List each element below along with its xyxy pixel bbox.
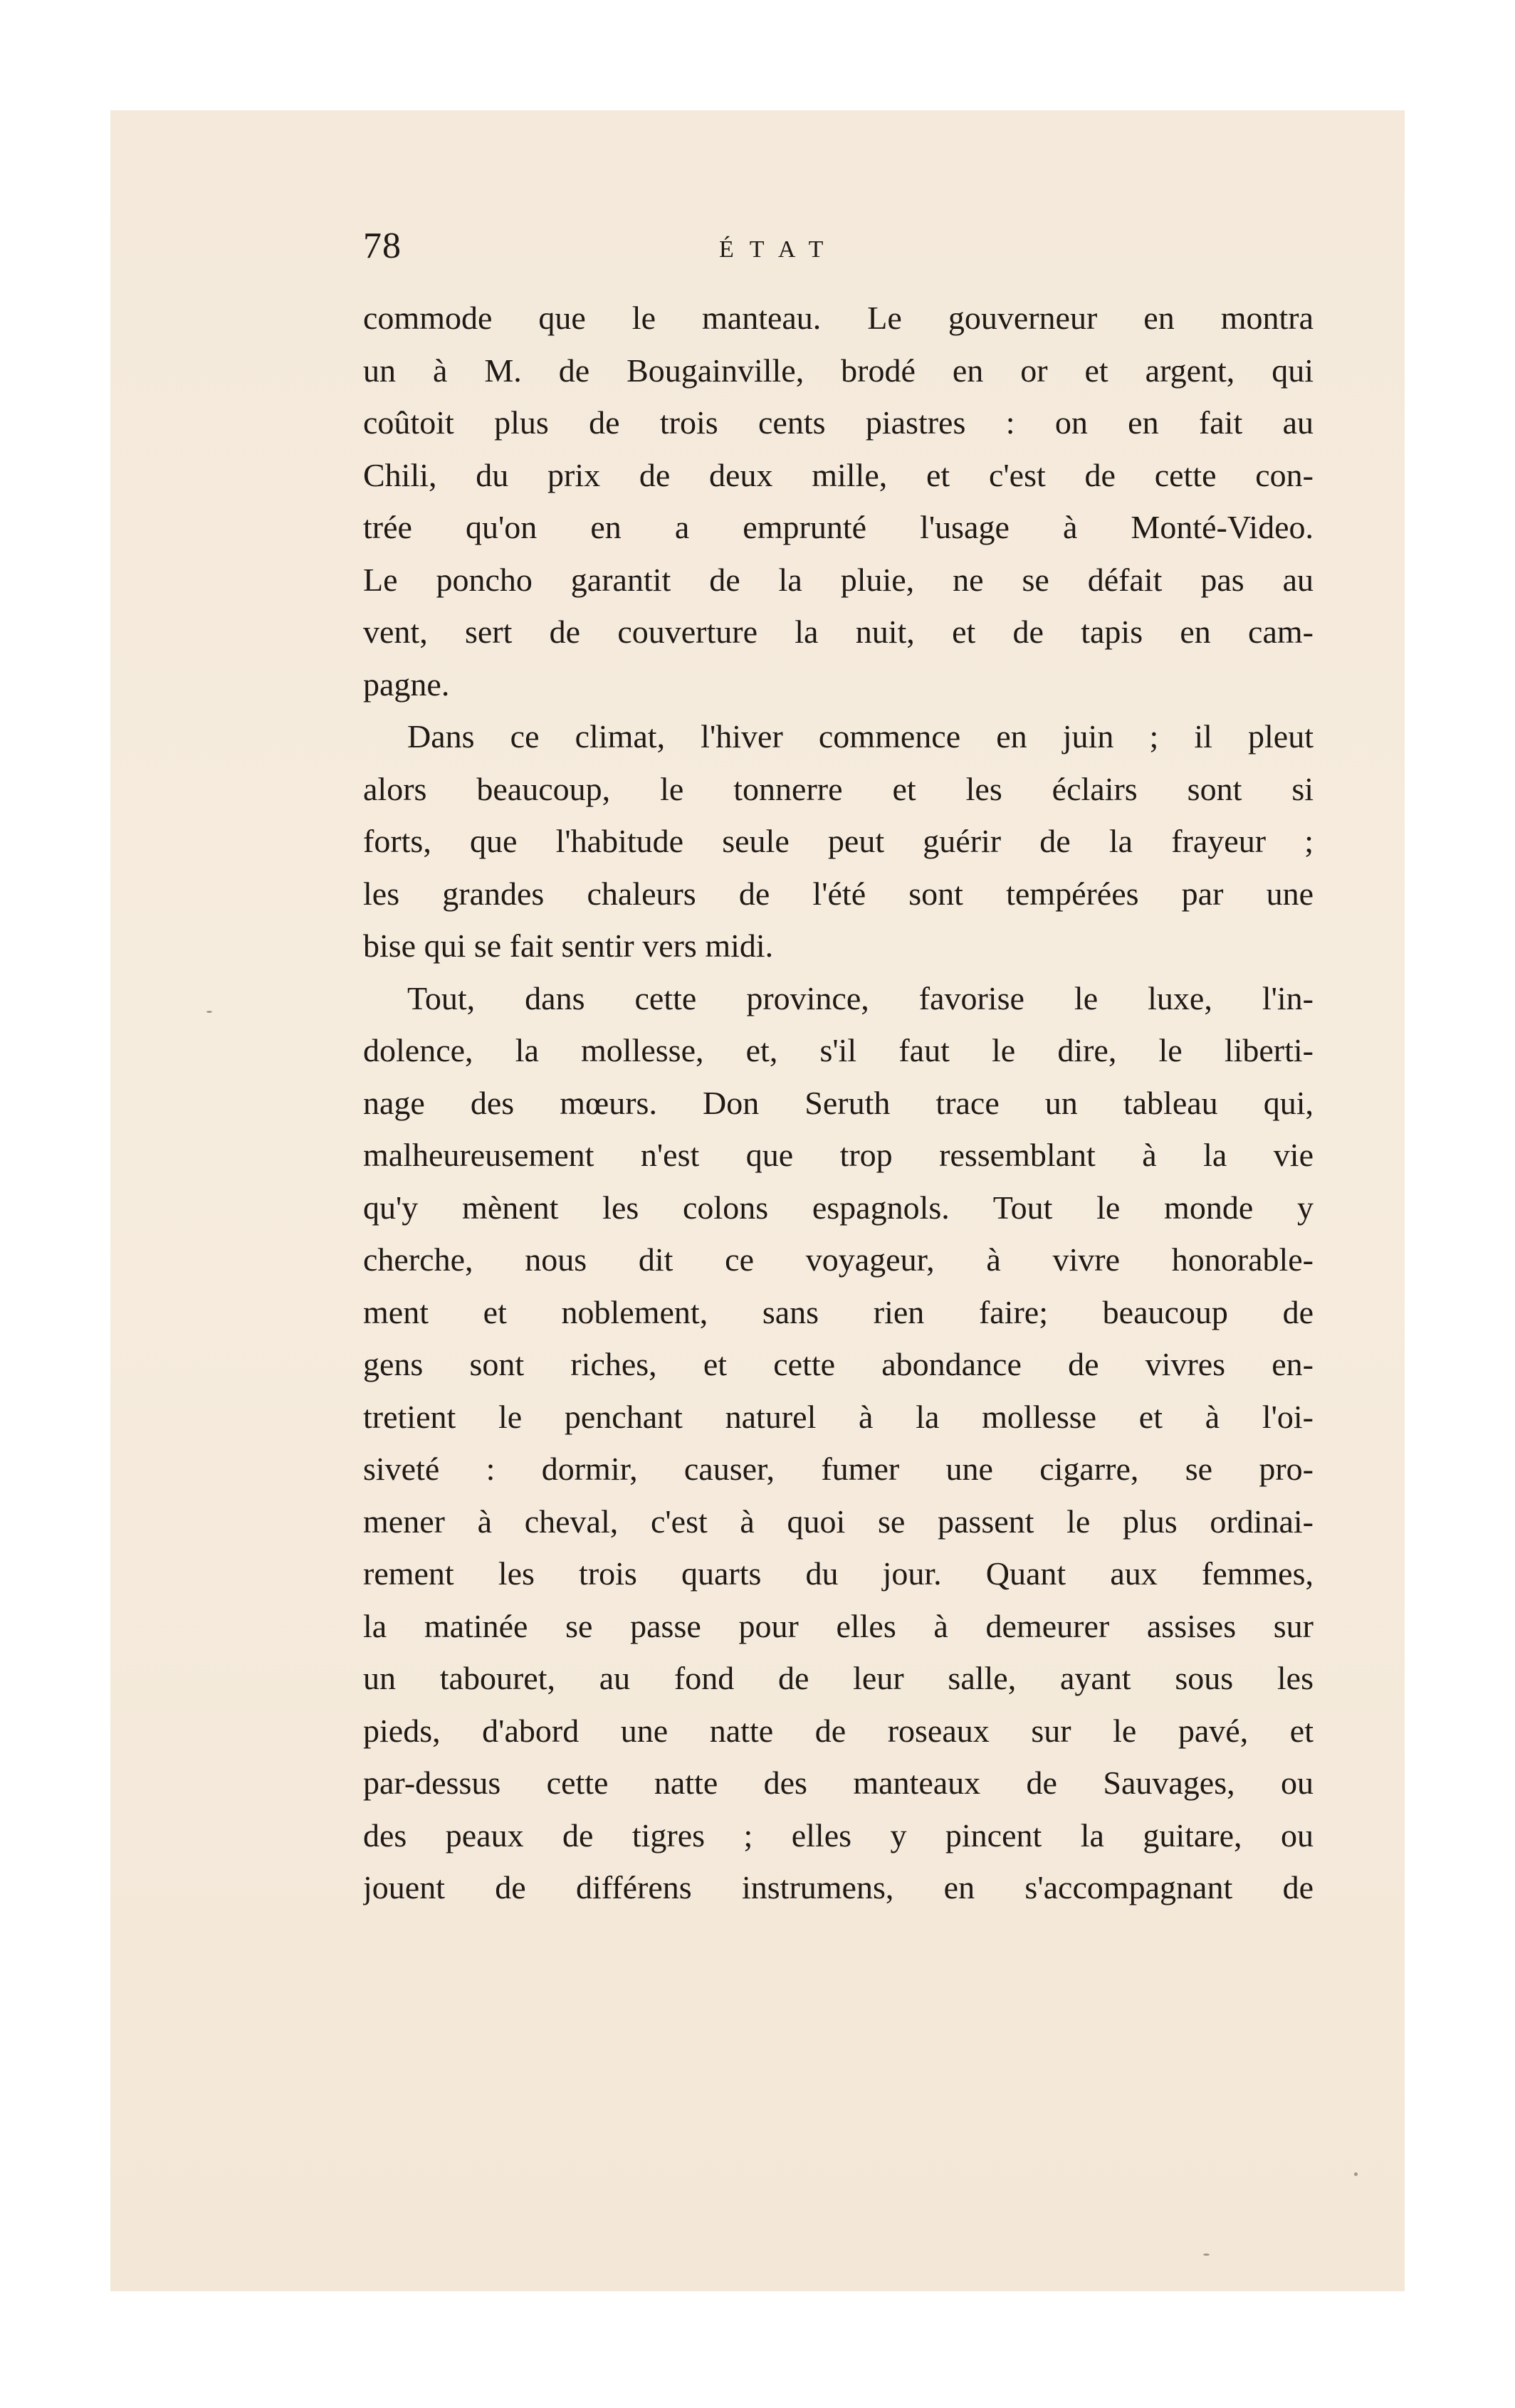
text-line: vent, sert de couverture la nuit, et de tapis en cam- [363,614,1314,650]
running-head: ÉTAT [719,236,839,263]
text-line: mener à cheval, c'est à quoi se passent le plus ordinai- [363,1503,1314,1540]
text-line: un tabouret, au fond de leur salle, ayant sous les [363,1660,1314,1696]
text-line: pagne. [363,666,450,703]
text-line: les grandes chaleurs de l'été sont tempérées par une [363,875,1314,912]
text-line: forts, que l'habitude seule peut guérir de la frayeur ; [363,823,1314,859]
text-line: pieds, d'abord une natte de roseaux sur le pavé, et [363,1712,1314,1749]
text-line: Chili, du prix de deux mille, et c'est de cette con- [363,456,1314,493]
text-line: rement les trois quarts du jour. Quant aux femmes, [363,1555,1314,1592]
text-line: gens sont riches, et cette abondance de vivres en- [363,1346,1314,1382]
text-line: cherche, nous dit ce voyageur, à vivre honorable- [363,1241,1314,1278]
text-line: dolence, la mollesse, et, s'il faut le dire, le liberti- [363,1032,1314,1068]
text-line: Le poncho garantit de la pluie, ne se défait pas au [363,561,1314,598]
text-line: ment et noblement, sans rien faire; beaucoup de [363,1293,1314,1330]
paragraph [363,972,1314,1914]
text-line: Tout, dans cette province, favorise le luxe, l'in- [407,979,1314,1016]
text-line: alors beaucoup, le tonnerre et les éclairs sont si [363,770,1314,807]
page-number: 78 [363,226,402,266]
text-line: nage des mœurs. Don Seruth trace un tableau qui, [363,1084,1314,1121]
paper-fleck [1203,2254,1210,2256]
text-line: des peaux de tigres ; elles y pincent la guitare, ou [363,1816,1314,1854]
text-line: qu'y mènent les colons espagnols. Tout le monde y [363,1189,1314,1226]
page-header [363,228,1314,292]
text-line: par-dessus cette natte des manteaux de Sauvages, ou [363,1765,1314,1801]
page-text [363,228,1314,1914]
text-line: coûtoit plus de trois cents piastres : on en fait au [363,404,1314,441]
text-line: un à M. de Bougainville, brodé en or et argent, qui [363,352,1314,389]
text-line: siveté : dormir, causer, fumer une cigarre, se pro- [363,1451,1314,1487]
paper-fleck [206,1011,212,1013]
text-line: malheureusement n'est que trop ressemblant à la vie [363,1137,1314,1173]
text-line: tretient le penchant naturel à la mollesse et à l'oi- [363,1398,1314,1435]
text-line: la matinée se passe pour elles à demeurer assises sur [363,1607,1314,1644]
paragraph [363,292,1314,710]
paper-fleck [1354,2172,1358,2176]
text-line: Dans ce climat, l'hiver commence en juin ; il pleut [407,718,1314,755]
paragraph [363,710,1314,972]
text-line: bise qui se fait sentir vers midi. [363,927,774,964]
text-line: trée qu'on en a emprunté l'usage à Monté-Video. [363,509,1314,545]
text-line: commode que le manteau. Le gouverneur en montra [363,300,1314,336]
text-line: jouent de différens instrumens, en s'accompagnant de [363,1869,1314,1905]
